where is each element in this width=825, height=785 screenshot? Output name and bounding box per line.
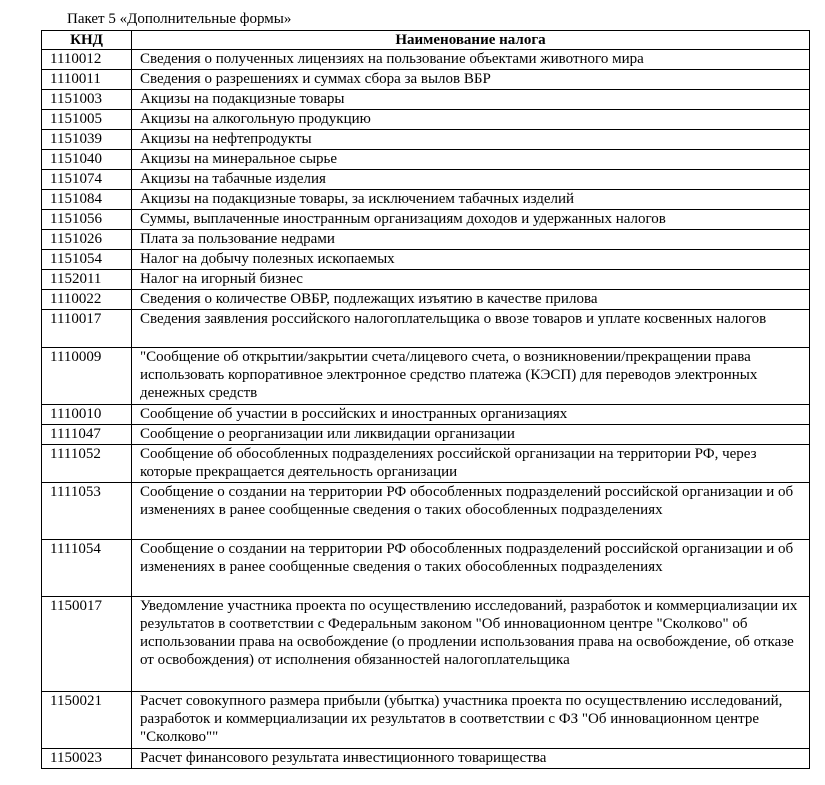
table-row	[42, 445, 810, 483]
table-row	[42, 150, 810, 170]
row-name: Сведения о полученных лицензиях на пользование объектами животного мира	[132, 50, 810, 70]
table-row	[42, 540, 810, 597]
table-row	[42, 110, 810, 130]
table-row	[42, 170, 810, 190]
table-row	[42, 230, 810, 250]
table-row	[42, 425, 810, 445]
table-row	[42, 597, 810, 692]
row-name: Акцизы на подакцизные товары, за исключением табачных изделий	[132, 190, 810, 210]
header-code: КНД	[42, 31, 132, 50]
row-name: Акцизы на минеральное сырье	[132, 150, 810, 170]
table-row	[42, 190, 810, 210]
row-code: 1152011	[42, 270, 132, 290]
row-code: 1110009	[42, 348, 132, 405]
row-code: 1110010	[42, 405, 132, 425]
row-name: Сведения заявления российского налогоплательщика о ввозе товаров и уплате косвенных налогов	[132, 310, 810, 348]
row-code: 1111053	[42, 483, 132, 540]
row-name: "Сообщение об открытии/закрытии счета/лицевого счета, о возникновении/прекращении права использовать корпоративное электронное средство платежа (КЭСП) для переводов электронных денежных средств	[132, 348, 810, 405]
table-row	[42, 250, 810, 270]
table-row	[42, 290, 810, 310]
table-row	[42, 270, 810, 290]
row-name: Сообщение об участии в российских и иностранных организациях	[132, 405, 810, 425]
row-code: 1111054	[42, 540, 132, 597]
tax-forms-table	[41, 30, 810, 769]
row-code: 1150017	[42, 597, 132, 692]
table-row	[42, 692, 810, 749]
table-row	[42, 70, 810, 90]
row-code: 1151054	[42, 250, 132, 270]
row-code: 1151040	[42, 150, 132, 170]
row-code: 1151003	[42, 90, 132, 110]
row-code: 1111052	[42, 445, 132, 483]
row-name: Акцизы на алкогольную продукцию	[132, 110, 810, 130]
row-code: 1150023	[42, 749, 132, 769]
row-code: 1110011	[42, 70, 132, 90]
row-name: Сведения о разрешениях и суммах сбора за вылов ВБР	[132, 70, 810, 90]
table-row	[42, 483, 810, 540]
table-row	[42, 405, 810, 425]
row-code: 1111047	[42, 425, 132, 445]
header-name: Наименование налога	[132, 31, 810, 50]
table-row	[42, 90, 810, 110]
row-code: 1151005	[42, 110, 132, 130]
row-code: 1151056	[42, 210, 132, 230]
row-name: Сообщение о реорганизации или ликвидации организации	[132, 425, 810, 445]
row-name: Расчет совокупного размера прибыли (убытка) участника проекта по осуществлению исследований, разработок и коммерциализации их результатов в соответствии с ФЗ "Об инновационном центре "Сколково""	[132, 692, 810, 749]
row-code: 1151084	[42, 190, 132, 210]
row-name: Сообщение об обособленных подразделениях российской организации на территории РФ, через которые прекращается деятельность организации	[132, 445, 810, 483]
row-code: 1150021	[42, 692, 132, 749]
row-code: 1151026	[42, 230, 132, 250]
row-code: 1110017	[42, 310, 132, 348]
row-code: 1110012	[42, 50, 132, 70]
row-name: Акцизы на нефтепродукты	[132, 130, 810, 150]
row-name: Сведения о количестве ОВБР, подлежащих изъятию в качестве прилова	[132, 290, 810, 310]
row-name: Сообщение о создании на территории РФ обособленных подразделений российской организации и об изменениях в ранее сообщенные сведения о таких обособленных подразделениях	[132, 483, 810, 540]
table-row	[42, 50, 810, 70]
row-name: Плата за пользование недрами	[132, 230, 810, 250]
table-row	[42, 348, 810, 405]
row-code: 1151039	[42, 130, 132, 150]
table-header-row	[42, 31, 810, 50]
row-name: Уведомление участника проекта по осуществлению исследований, разработок и коммерциализации их результатов в соответствии с Федеральным законом "Об инновационном центре "Сколково" об использовании права на освобождение (о продлении использования права на освобождение, об отказе от освобождения) от исполнения обязанностей налогоплательщика	[132, 597, 810, 692]
table-row	[42, 749, 810, 769]
table-row	[42, 210, 810, 230]
table-row	[42, 130, 810, 150]
row-name: Налог на игорный бизнес	[132, 270, 810, 290]
table-row	[42, 310, 810, 348]
row-code: 1151074	[42, 170, 132, 190]
document-caption: Пакет 5 «Дополнительные формы»	[67, 11, 292, 27]
row-name: Акцизы на подакцизные товары	[132, 90, 810, 110]
row-name: Акцизы на табачные изделия	[132, 170, 810, 190]
row-name: Налог на добычу полезных ископаемых	[132, 250, 810, 270]
row-name: Суммы, выплаченные иностранным организациям доходов и удержанных налогов	[132, 210, 810, 230]
row-code: 1110022	[42, 290, 132, 310]
row-name: Сообщение о создании на территории РФ обособленных подразделений российской организации и об изменениях в ранее сообщенные сведения о таких обособленных подразделениях	[132, 540, 810, 597]
row-name: Расчет финансового результата инвестиционного товарищества	[132, 749, 810, 769]
